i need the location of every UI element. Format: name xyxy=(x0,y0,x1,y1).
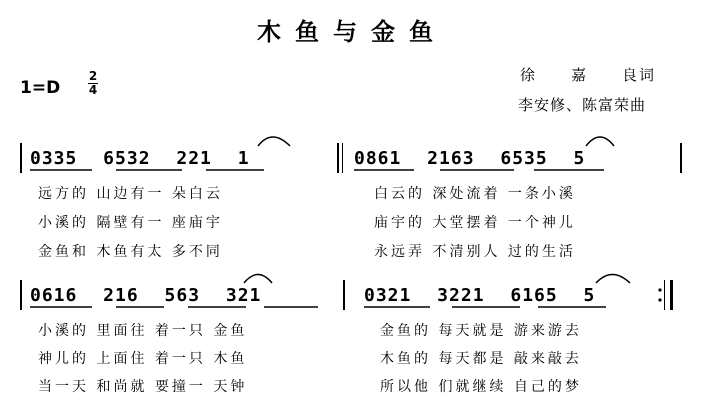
repeat-dot xyxy=(658,288,661,291)
slur xyxy=(586,137,614,146)
composer-credit: 李安修、陈富荣曲 xyxy=(518,96,647,114)
notes-s1-right: 0861 2163 6535 5 xyxy=(354,148,586,169)
notes-s1-left: 0335 6532 221 1 xyxy=(30,148,250,169)
lyric-s1-l2-left: 小溪的 隔壁有一 座庙宇 xyxy=(38,215,223,231)
slur xyxy=(596,275,630,284)
lyric-s2-l2-left: 神儿的 上面住 着一只 木鱼 xyxy=(38,351,248,367)
lyric-s1-l1-right: 白云的 深处流着 一条小溪 xyxy=(374,186,576,202)
time-signature-bottom: 4 xyxy=(88,83,98,97)
time-signature-top: 2 xyxy=(88,69,98,83)
lyricist-credit: 徐 嘉 良词 xyxy=(520,66,657,84)
lyric-s1-l3-right: 永远弄 不清别人 过的生活 xyxy=(374,244,576,260)
lyric-s2-l3-right: 所以他 们就继续 自己的梦 xyxy=(380,379,582,395)
notes-s2-right: 0321 3221 6165 5 xyxy=(364,285,596,306)
song-title: 木鱼与金鱼 xyxy=(257,18,447,46)
key-signature: 1=D xyxy=(20,78,61,98)
lyric-s2-l3-left: 当一天 和尚就 要撞一 天钟 xyxy=(38,379,248,395)
slur xyxy=(244,275,272,284)
lyric-s1-l3-left: 金鱼和 木鱼有太 多不同 xyxy=(38,244,223,260)
slur xyxy=(258,137,290,146)
lyric-s2-l2-right: 木鱼的 每天都是 敲来敲去 xyxy=(380,351,582,367)
repeat-dot xyxy=(658,298,661,301)
notes-s2-left: 0616 216 563 321 xyxy=(30,285,262,306)
lyric-s2-l1-right: 金鱼的 每天就是 游来游去 xyxy=(380,323,582,339)
lyric-s1-l1-left: 远方的 山边有一 朵白云 xyxy=(38,186,223,202)
lyric-s2-l1-left: 小溪的 里面往 着一只 金鱼 xyxy=(38,323,248,339)
lyric-s1-l2-right: 庙宇的 大堂摆着 一个神儿 xyxy=(374,215,576,231)
